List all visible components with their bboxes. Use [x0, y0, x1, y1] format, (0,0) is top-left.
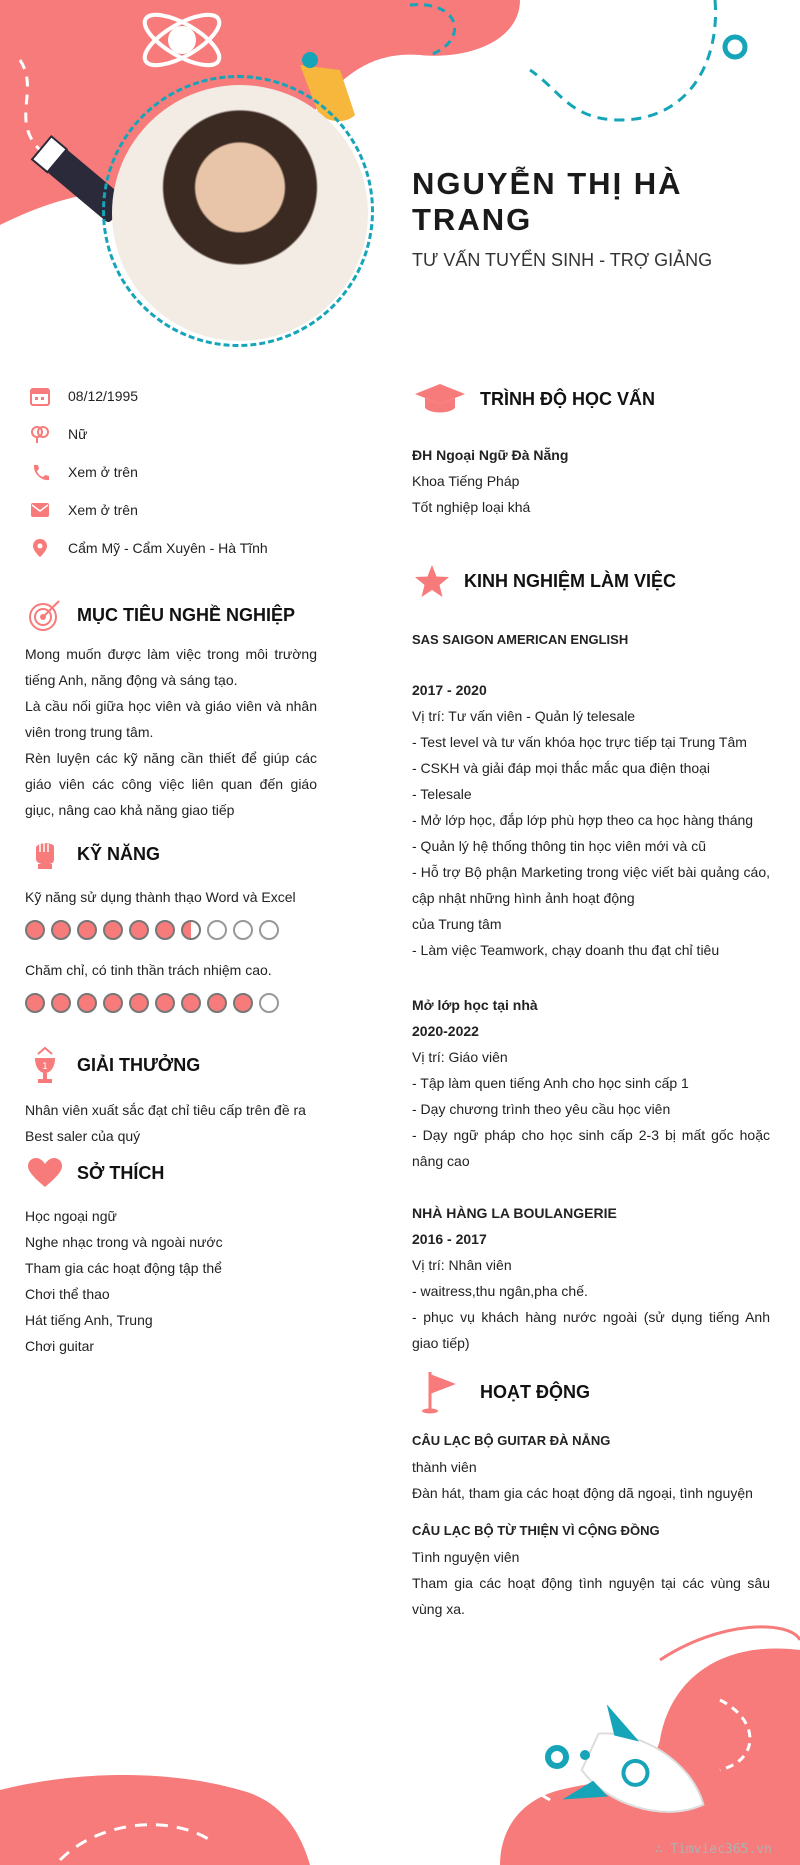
- info-gender: Nữ: [28, 421, 87, 447]
- list-item: Tham gia các hoạt động tập thể: [25, 1260, 222, 1276]
- activity-item: CÂU LẠC BỘ GUITAR ĐÀ NẴNG thành viên Đàn hát, tham gia các hoạt động dã ngoại, tình nguyện: [412, 1428, 770, 1506]
- rating-dot: [77, 920, 97, 940]
- activity-org: CÂU LẠC BỘ TỪ THIỆN VÌ CỘNG ĐỒNG: [412, 1523, 660, 1538]
- company-name: NHÀ HÀNG LA BOULANGERIE: [412, 1205, 617, 1221]
- rating-dot: [25, 920, 45, 940]
- skill-label: Chăm chỉ, có tinh thần trách nhiệm cao.: [25, 962, 272, 978]
- graduation-cap-icon: [412, 379, 468, 419]
- star-icon: [412, 561, 452, 601]
- rating-dot: [259, 920, 279, 940]
- job-period: 2016 - 2017: [412, 1231, 487, 1247]
- job-period: 2020-2022: [412, 1023, 479, 1039]
- experience-job: Mở lớp học tại nhà 2020-2022 Vị trí: Giáo viên - Tập làm quen tiếng Anh cho học sinh cấp 1 - Dạy chương trình theo yêu cầu học viên - Dạy ngữ pháp cho học sinh cấp 2-3 bị mất gốc hoặc nâng cao: [412, 992, 770, 1174]
- rating-dot: [103, 920, 123, 940]
- rating-dot: [77, 993, 97, 1013]
- rating-dot: [103, 993, 123, 1013]
- rating-dot: [129, 920, 149, 940]
- rating-dot: [25, 993, 45, 1013]
- skills-heading: KỸ NĂNG: [25, 834, 317, 874]
- rating-dot: [51, 993, 71, 1013]
- awards-text: Nhân viên xuất sắc đạt chỉ tiêu cấp trên đề ra Best saler của quý: [25, 1102, 306, 1144]
- rating-dot: [207, 993, 227, 1013]
- objective-text: Mong muốn được làm việc trong môi trường tiếng Anh, năng động và sáng tạo. Là cầu nối giữa học viên và giáo viên và nhân viên trong trung tâm. Rèn luyện các kỹ năng cần thiết để giúp các giáo viên các công việc liên quan đến giáo giục, nâng cao khả năng giao tiếp: [25, 646, 317, 818]
- hobbies-list: [25, 1203, 317, 1359]
- rating-dot: [259, 993, 279, 1013]
- hobbies-heading: SỞ THÍCH: [25, 1153, 317, 1193]
- awards-heading: 1 GIẢI THƯỞNG: [25, 1045, 317, 1085]
- list-item: Hát tiếng Anh, Trung: [25, 1312, 153, 1328]
- activity-item: CÂU LẠC BỘ TỪ THIỆN VÌ CỘNG ĐỒNG Tình nguyện viên Tham gia các hoạt động tình nguyện tại các vùng sâu vùng xa.: [412, 1518, 770, 1622]
- fist-icon: [25, 834, 65, 874]
- rating-dot: [207, 920, 227, 940]
- education-text: ĐH Ngoại Ngữ Đà Nẵng Khoa Tiếng Pháp Tốt nghiệp loại khá: [412, 442, 770, 520]
- rating-dot: [129, 993, 149, 1013]
- education-heading: TRÌNH ĐỘ HỌC VẤN: [412, 379, 770, 419]
- list-item: Chơi thể thao: [25, 1286, 110, 1302]
- list-item: Học ngoại ngữ: [25, 1208, 117, 1224]
- rating-dot: [155, 920, 175, 940]
- phone-icon: [28, 463, 52, 481]
- skill-rating: [25, 920, 317, 940]
- skill-rating: [25, 993, 317, 1013]
- activities-heading: HOẠT ĐỘNG: [412, 1372, 770, 1412]
- list-item: Nghe nhạc trong và ngoài nước: [25, 1234, 223, 1250]
- list-item: Chơi guitar: [25, 1338, 95, 1354]
- gender-icon: [28, 424, 52, 444]
- activity-org: CÂU LẠC BỘ GUITAR ĐÀ NẴNG: [412, 1433, 611, 1448]
- objective-heading: MỤC TIÊU NGHỀ NGHIỆP: [25, 595, 317, 635]
- rating-dot: [51, 920, 71, 940]
- rating-dot: [233, 920, 253, 940]
- location-icon: [28, 538, 52, 558]
- rating-dot: [181, 920, 201, 940]
- info-phone: Xem ở trên: [28, 459, 138, 485]
- rating-dot: [233, 993, 253, 1013]
- company-name: SAS SAIGON AMERICAN ENGLISH: [412, 632, 629, 647]
- flag-icon: [412, 1372, 468, 1412]
- experience-job: SAS SAIGON AMERICAN ENGLISH 2017 - 2020 Vị trí: Tư vấn viên - Quản lý telesale - Test level và tư vấn khóa học trực tiếp tại Trung Tâm - CSKH và giải đáp mọi thắc mắc qua điện thoại - Telesale - Mở lớp học, đắp lớp phù hợp theo ca học hàng tháng - Quản lý hệ thống thông tin học viên mới và cũ - Hỗ trợ Bộ phận Marketing trong việc viết bài quảng cáo, cập nhật những hình ảnh hoạt động của Trung tâm - Làm việc Teamwork, chạy doanh thu đạt chỉ tiêu: [412, 627, 770, 963]
- info-email: Xem ở trên: [28, 497, 138, 523]
- watermark: ∴ Timviec365.vn: [654, 1842, 772, 1857]
- info-address: Cẩm Mỹ - Cẩm Xuyên - Hà Tĩnh: [28, 535, 268, 561]
- experience-heading: KINH NGHIỆM LÀM VIỆC: [412, 561, 770, 601]
- rating-dot: [181, 993, 201, 1013]
- calendar-icon: [28, 386, 52, 406]
- avatar: [112, 85, 368, 341]
- company-name: Mở lớp học tại nhà: [412, 997, 538, 1013]
- trophy-icon: [25, 1045, 65, 1085]
- job-period: 2017 - 2020: [412, 682, 487, 698]
- target-icon: [25, 595, 65, 635]
- experience-job: NHÀ HÀNG LA BOULANGERIE 2016 - 2017 Vị trí: Nhân viên - waitress,thu ngân,pha chế. - phục vụ khách hàng nước ngoài (sử dụng tiếng Anh giao tiếp): [412, 1200, 770, 1356]
- info-birthdate: 08/12/1995: [28, 383, 138, 409]
- email-icon: [28, 502, 52, 518]
- svg-text:1: 1: [42, 1062, 48, 1072]
- candidate-name: NGUYỄN THỊ HÀ TRANG: [412, 166, 683, 237]
- job-title: TƯ VẤN TUYỂN SINH - TRỢ GIẢNG: [412, 250, 713, 270]
- rating-dot: [155, 993, 175, 1013]
- school-name: ĐH Ngoại Ngữ Đà Nẵng: [412, 447, 569, 463]
- skill-label: Kỹ năng sử dụng thành thạo Word và Excel: [25, 889, 296, 905]
- heart-icon: [25, 1153, 65, 1193]
